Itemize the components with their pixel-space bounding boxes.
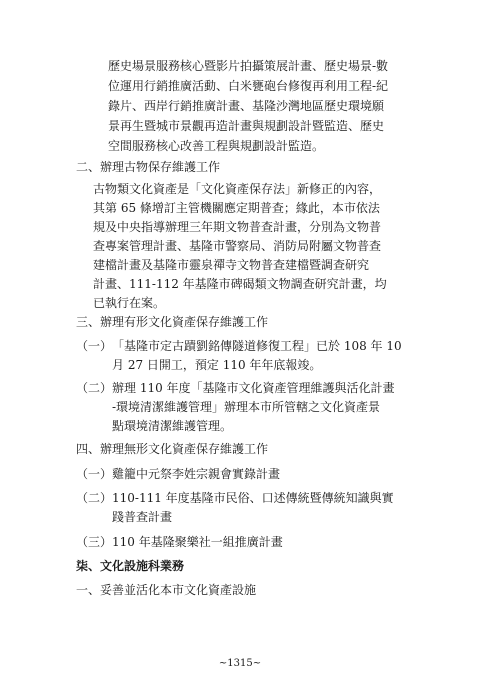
list-item-number: （三） xyxy=(76,535,113,549)
intro-paragraph xyxy=(108,58,428,153)
paragraph-line: 已執行在案。 xyxy=(93,296,166,310)
list-item-line: 雞籠中元祭李姓宗親會實錄計畫 xyxy=(112,467,281,481)
list-item-line: 踐普查計畫 xyxy=(112,510,173,524)
page-number: ~1315~ xyxy=(218,658,262,669)
chapter-heading: 柒、文化設施科業務 xyxy=(76,559,185,573)
list-item xyxy=(112,380,432,440)
paragraph-line: 計畫、111-112 年基隆市碑碣類文物調查研究計畫，均 xyxy=(93,277,387,291)
list-item-number: （二） xyxy=(76,381,113,395)
list-item xyxy=(112,338,432,378)
paragraph-line: 規及中央指導辦理三年期文物普查計畫，分別為文物普 xyxy=(93,220,382,234)
list-item-line: -環境清潔維護管理」辦理本市所管轄之文化資產景 xyxy=(112,400,381,414)
paragraph-line: 古物類文化資產是「文化資產保存法」新修正的內容， xyxy=(93,182,382,196)
list-item-number: （二） xyxy=(76,491,113,505)
intro-line: 空間服務核心改善工程與規劃設計監造。 xyxy=(108,139,325,153)
intro-line: 位運用行銷推廣活動、白米甕砲台修復再利用工程-紀 xyxy=(108,79,389,93)
intro-line: 景再生暨城市景觀再造計畫與規劃設計暨監造、歷史 xyxy=(108,119,385,133)
list-item-number: （一） xyxy=(76,467,113,481)
list-item-line: 辦理 110 年度「基隆市文化資產管理維護與活化計畫 xyxy=(112,381,395,395)
list-item-line: 110-111 年度基隆市民俗、口述傳統暨傳統知識與實 xyxy=(112,491,394,505)
list-item-number: （一） xyxy=(76,339,113,353)
list-item-line: 110 年基隆聚樂社一組推廣計畫 xyxy=(112,535,283,549)
paragraph-line: 查專案管理計畫、基隆市警察局、消防局附屬文物普查 xyxy=(93,239,382,253)
section-2-paragraph xyxy=(93,181,423,311)
section-heading-4: 四、辦理無形文化資產保存維護工作 xyxy=(76,442,269,456)
list-item xyxy=(112,534,432,554)
list-item xyxy=(112,490,432,530)
section-heading-3: 三、辦理有形文化資產保存維護工作 xyxy=(76,315,269,329)
section-heading-2: 二、辦理古物保存維護工作 xyxy=(76,160,221,174)
list-item xyxy=(112,466,432,486)
intro-line: 歷史場景服務核心暨影片拍攝策展計畫、歷史場景-數 xyxy=(108,59,389,73)
list-item-line: 點環境清潔維護管理。 xyxy=(112,419,233,433)
list-item-line: 月 27 日開工，預定 110 年年底報竣。 xyxy=(112,358,322,372)
paragraph-line: 建檔計畫及基隆市靈泉禪寺文物普查建檔暨調查研究 xyxy=(93,258,370,272)
list-item-line: 「基隆市定古蹟劉銘傳隧道修復工程」已於 108 年 10 xyxy=(112,339,402,353)
section-heading: 一、妥善並活化本市文化資產設施 xyxy=(76,583,257,597)
paragraph-line: 其第 65 條增訂主管機關應定期普查；緣此，本市依法 xyxy=(93,201,380,215)
intro-line: 錄片、西岸行銷推廣計畫、基隆沙灣地區歷史環境願 xyxy=(108,99,385,113)
